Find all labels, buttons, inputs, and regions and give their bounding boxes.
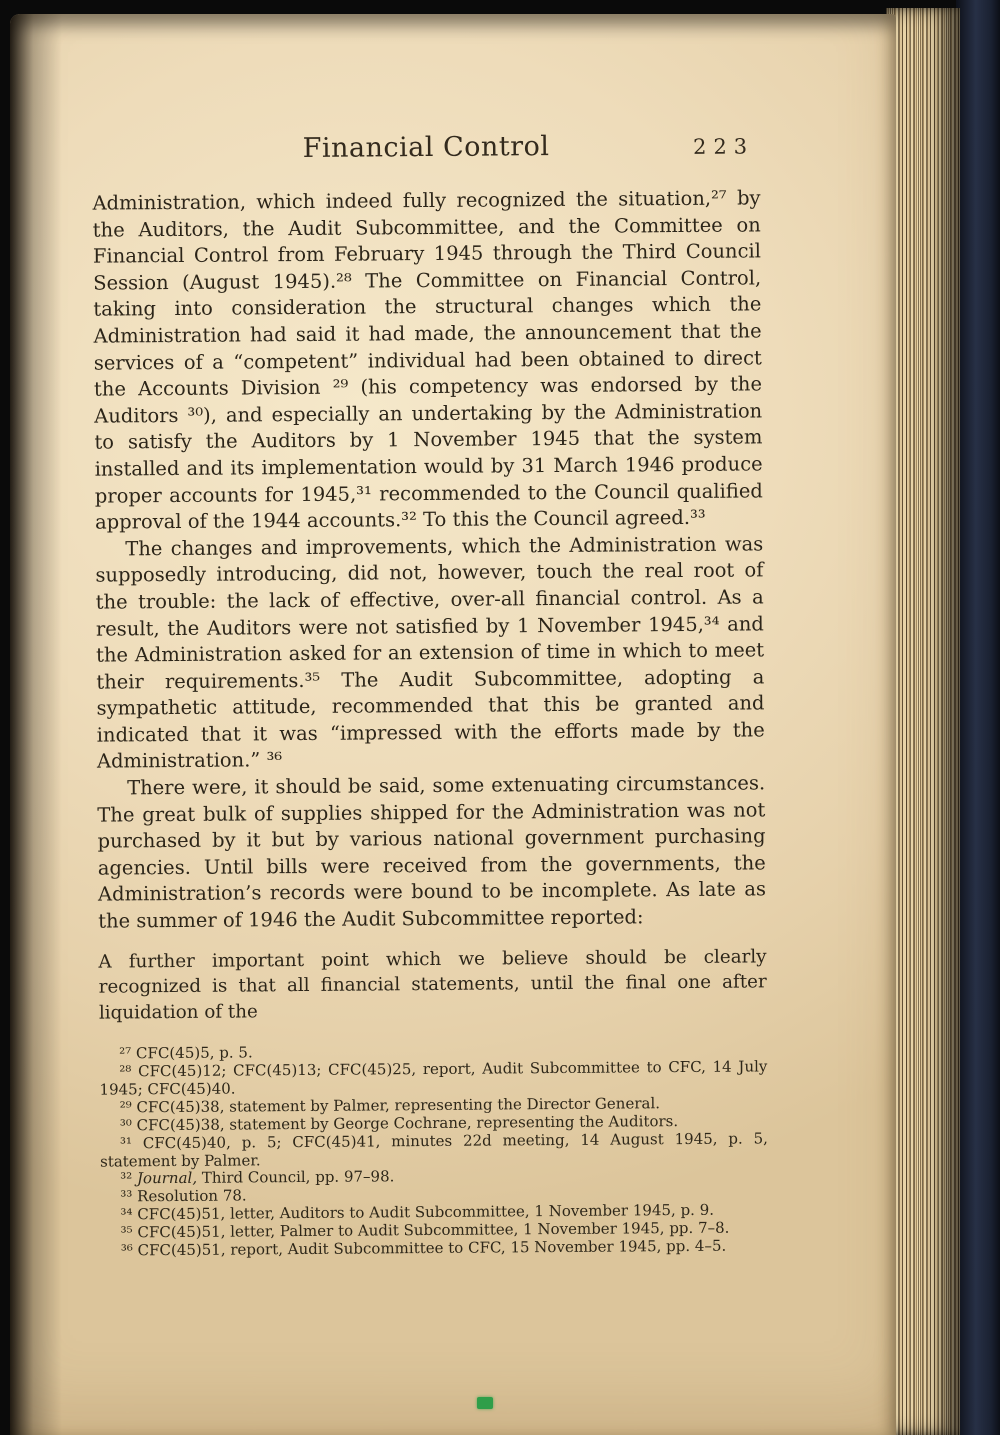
book-cover-edge (956, 0, 1000, 1435)
footnote-text: ²⁷ CFC(45)5, p. 5. (119, 1043, 253, 1063)
footnote-text: ³⁵ CFC(45)51, letter, Palmer to Audit Subcommittee, 1 November 1945, pp. 7–8. (120, 1218, 730, 1242)
footnote-text: ³² (120, 1169, 138, 1188)
chapter-title: Financial Control (302, 131, 550, 164)
page-content (92, 129, 769, 1260)
footnote-31 (100, 1130, 768, 1171)
footnote-text: ³⁰ CFC(45)38, statement by George Cochrane, representing the Auditors. (119, 1111, 679, 1135)
body-paragraph-3: There were, it should be said, some extenuating circumstances. The great bulk of supplies shipped for the Administration was not purchased by it but by various national government purchasing agencies. Until bills were received from the governments, the Administration’s records were bound to be incomplete. As late as the summer of 1946 the Audit Subcommittee reported: (97, 771, 767, 933)
book-page (10, 14, 896, 1435)
page-left-shadow (10, 14, 62, 1435)
footnote-28 (99, 1058, 767, 1099)
footnote-text: ³³ Resolution 78. (120, 1186, 247, 1206)
body-paragraph-2: The changes and improvements, which the Administration was supposedly introducing, did not, however, touch the real root of the trouble: the lack of effective, over-all financial control. As a result, the Auditors were not satisfied by 1 November 1945,³⁴ and the Administration asked for an extension of time in which to meet their requirements.³⁵ The Audit Subcommittee, adopting a sympathetic attitude, recommended that this be granted and indicated that it was “impressed with the efforts made by the Administration.” ³⁶ (95, 532, 765, 774)
footnote-text: ³⁶ CFC(45)51, report, Audit Subcommittee to CFC, 15 November 1945, pp. 4–5. (120, 1236, 727, 1260)
block-quote: A further important point which we believe should be clearly recognized is that all financial statements, until the final one after liquidation of the (98, 945, 767, 1024)
footnote-text: ²⁸ CFC(45)12; CFC(45)13; CFC(45)25, report, Audit Subcommittee to CFC, 14 July 1945; CFC(45)40. (99, 1057, 768, 1099)
page-number: 223 (692, 134, 755, 159)
body-paragraph-1: Administration, which indeed fully recognized the situation,²⁷ by the Auditors, the Audit Subcommittee, and the Committee on Financial Control from February 1945 through the Third Council Session (August 1945).²⁸ The Committee on Financial Control, taking into consideration the structural changes which the Administration had said it had made, the announcement that the services of a “competent” individual had been obtained to direct the Accounts Division ²⁹ (his competency was endorsed by the Auditors ³⁰), and especially an undertaking by the Administration to satisfy the Auditors by 1 November 1945 that the system installed and its implementation would by 31 March 1946 produce proper accounts for 1945,³¹ recommended to the Council qualified approval of the 1944 accounts.³² To this the Council agreed.³³ (92, 186, 763, 534)
footnote-text-post: Third Council, pp. 97–98. (196, 1167, 395, 1188)
running-head (92, 129, 760, 170)
footnote-italic: Journal, (136, 1169, 198, 1188)
footnotes-section (99, 1040, 769, 1260)
footnote-text: ³¹ CFC(45)40, p. 5; CFC(45)41, minutes 22d meeting, 14 August 1945, p. 5, statement by Palmer. (100, 1129, 768, 1171)
page-edge-stack (886, 8, 960, 1435)
scan-artifact-mark (477, 1397, 493, 1409)
footnote-text: ³⁴ CFC(45)51, letter, Auditors to Audit Subcommittee, 1 November 1945, p. 9. (120, 1201, 715, 1224)
footnote-36 (101, 1237, 769, 1260)
footnote-text: ²⁹ CFC(45)38, statement by Palmer, representing the Director General. (119, 1094, 661, 1117)
